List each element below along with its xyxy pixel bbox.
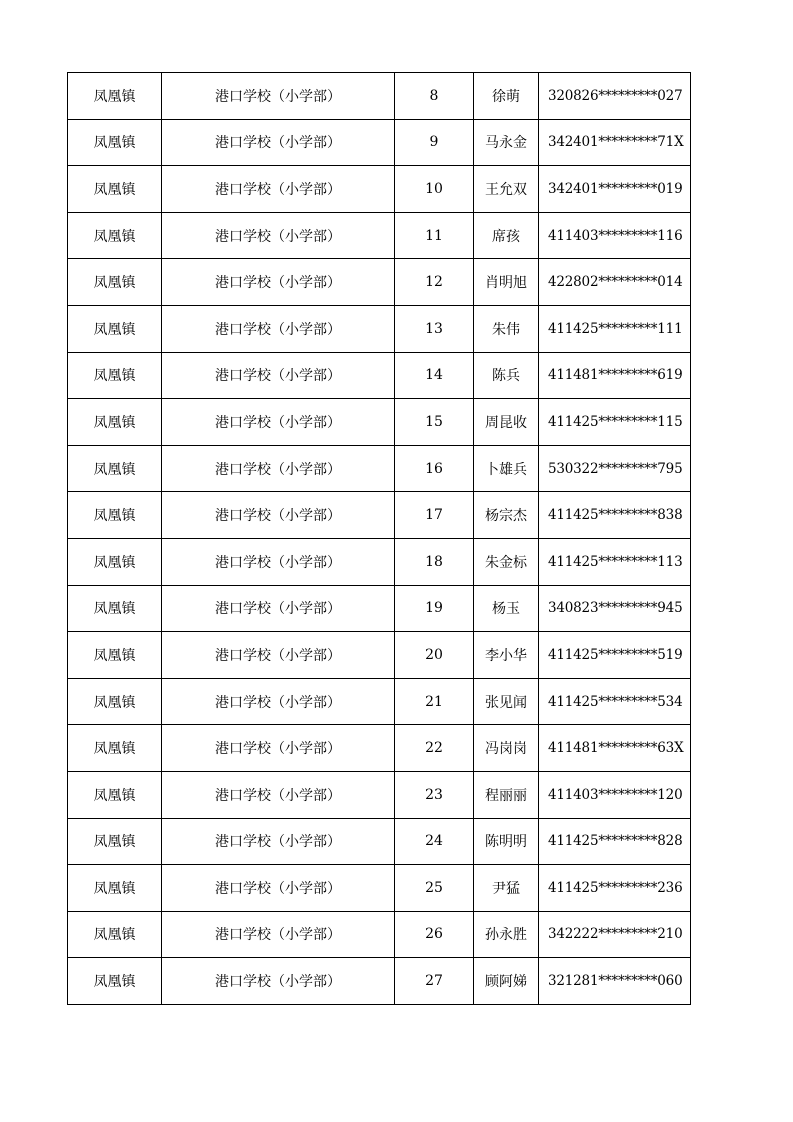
id-number-cell: 411425*********111 — [539, 305, 691, 352]
name-cell: 席孩 — [474, 212, 539, 259]
town-cell: 凤凰镇 — [68, 259, 162, 306]
town-cell: 凤凰镇 — [68, 865, 162, 912]
school-cell: 港口学校（小学部） — [162, 911, 395, 958]
school-cell: 港口学校（小学部） — [162, 585, 395, 632]
town-cell: 凤凰镇 — [68, 399, 162, 446]
table-row — [68, 119, 691, 166]
name-cell: 朱伟 — [474, 305, 539, 352]
id-number-cell: 411425*********236 — [539, 865, 691, 912]
name-cell: 李小华 — [474, 632, 539, 679]
school-cell: 港口学校（小学部） — [162, 678, 395, 725]
number-cell: 27 — [395, 958, 474, 1005]
school-cell: 港口学校（小学部） — [162, 399, 395, 446]
number-cell: 14 — [395, 352, 474, 399]
school-cell: 港口学校（小学部） — [162, 632, 395, 679]
number-cell: 20 — [395, 632, 474, 679]
table-row — [68, 445, 691, 492]
name-cell: 杨玉 — [474, 585, 539, 632]
roster-table — [67, 72, 691, 1005]
table-row — [68, 305, 691, 352]
table-row — [68, 73, 691, 120]
id-number-cell: 411425*********838 — [539, 492, 691, 539]
name-cell: 卜雄兵 — [474, 445, 539, 492]
name-cell: 陈兵 — [474, 352, 539, 399]
id-number-cell: 411425*********828 — [539, 818, 691, 865]
table-row — [68, 352, 691, 399]
school-cell: 港口学校（小学部） — [162, 305, 395, 352]
town-cell: 凤凰镇 — [68, 166, 162, 213]
town-cell: 凤凰镇 — [68, 212, 162, 259]
number-cell: 23 — [395, 771, 474, 818]
school-cell: 港口学校（小学部） — [162, 538, 395, 585]
school-cell: 港口学校（小学部） — [162, 492, 395, 539]
school-cell: 港口学校（小学部） — [162, 865, 395, 912]
name-cell: 程丽丽 — [474, 771, 539, 818]
table-row — [68, 585, 691, 632]
name-cell: 徐萌 — [474, 73, 539, 120]
town-cell: 凤凰镇 — [68, 958, 162, 1005]
town-cell: 凤凰镇 — [68, 585, 162, 632]
number-cell: 17 — [395, 492, 474, 539]
name-cell: 尹猛 — [474, 865, 539, 912]
town-cell: 凤凰镇 — [68, 632, 162, 679]
id-number-cell: 342401*********71X — [539, 119, 691, 166]
number-cell: 26 — [395, 911, 474, 958]
number-cell: 9 — [395, 119, 474, 166]
name-cell: 陈明明 — [474, 818, 539, 865]
id-number-cell: 411425*********519 — [539, 632, 691, 679]
number-cell: 25 — [395, 865, 474, 912]
number-cell: 24 — [395, 818, 474, 865]
town-cell: 凤凰镇 — [68, 445, 162, 492]
id-number-cell: 530322*********795 — [539, 445, 691, 492]
number-cell: 8 — [395, 73, 474, 120]
table-row — [68, 492, 691, 539]
town-cell: 凤凰镇 — [68, 538, 162, 585]
town-cell: 凤凰镇 — [68, 352, 162, 399]
name-cell: 冯岗岗 — [474, 725, 539, 772]
table-row — [68, 166, 691, 213]
id-number-cell: 411425*********534 — [539, 678, 691, 725]
number-cell: 18 — [395, 538, 474, 585]
town-cell: 凤凰镇 — [68, 73, 162, 120]
id-number-cell: 411481*********619 — [539, 352, 691, 399]
school-cell: 港口学校（小学部） — [162, 771, 395, 818]
number-cell: 22 — [395, 725, 474, 772]
town-cell: 凤凰镇 — [68, 492, 162, 539]
table-row — [68, 865, 691, 912]
id-number-cell: 411403*********120 — [539, 771, 691, 818]
town-cell: 凤凰镇 — [68, 305, 162, 352]
town-cell: 凤凰镇 — [68, 771, 162, 818]
school-cell: 港口学校（小学部） — [162, 725, 395, 772]
table-row — [68, 771, 691, 818]
school-cell: 港口学校（小学部） — [162, 119, 395, 166]
id-number-cell: 340823*********945 — [539, 585, 691, 632]
roster-body — [68, 73, 691, 1005]
id-number-cell: 411425*********115 — [539, 399, 691, 446]
town-cell: 凤凰镇 — [68, 818, 162, 865]
name-cell: 肖明旭 — [474, 259, 539, 306]
town-cell: 凤凰镇 — [68, 678, 162, 725]
name-cell: 顾阿娣 — [474, 958, 539, 1005]
name-cell: 张见闻 — [474, 678, 539, 725]
id-number-cell: 411481*********63X — [539, 725, 691, 772]
school-cell: 港口学校（小学部） — [162, 818, 395, 865]
table-row — [68, 818, 691, 865]
name-cell: 王允双 — [474, 166, 539, 213]
table-row — [68, 212, 691, 259]
name-cell: 朱金标 — [474, 538, 539, 585]
table-row — [68, 725, 691, 772]
school-cell: 港口学校（小学部） — [162, 352, 395, 399]
id-number-cell: 411403*********116 — [539, 212, 691, 259]
number-cell: 12 — [395, 259, 474, 306]
table-row — [68, 399, 691, 446]
school-cell: 港口学校（小学部） — [162, 166, 395, 213]
number-cell: 21 — [395, 678, 474, 725]
number-cell: 16 — [395, 445, 474, 492]
school-cell: 港口学校（小学部） — [162, 259, 395, 306]
table-row — [68, 632, 691, 679]
table-row — [68, 538, 691, 585]
number-cell: 13 — [395, 305, 474, 352]
town-cell: 凤凰镇 — [68, 725, 162, 772]
id-number-cell: 411425*********113 — [539, 538, 691, 585]
id-number-cell: 422802*********014 — [539, 259, 691, 306]
id-number-cell: 342222*********210 — [539, 911, 691, 958]
school-cell: 港口学校（小学部） — [162, 212, 395, 259]
id-number-cell: 321281*********060 — [539, 958, 691, 1005]
name-cell: 孙永胜 — [474, 911, 539, 958]
school-cell: 港口学校（小学部） — [162, 73, 395, 120]
number-cell: 10 — [395, 166, 474, 213]
table-row — [68, 958, 691, 1005]
town-cell: 凤凰镇 — [68, 911, 162, 958]
number-cell: 11 — [395, 212, 474, 259]
number-cell: 15 — [395, 399, 474, 446]
school-cell: 港口学校（小学部） — [162, 958, 395, 1005]
town-cell: 凤凰镇 — [68, 119, 162, 166]
name-cell: 马永金 — [474, 119, 539, 166]
table-row — [68, 911, 691, 958]
table-row — [68, 678, 691, 725]
id-number-cell: 342401*********019 — [539, 166, 691, 213]
number-cell: 19 — [395, 585, 474, 632]
id-number-cell: 320826*********027 — [539, 73, 691, 120]
table-row — [68, 259, 691, 306]
name-cell: 周昆收 — [474, 399, 539, 446]
name-cell: 杨宗杰 — [474, 492, 539, 539]
school-cell: 港口学校（小学部） — [162, 445, 395, 492]
